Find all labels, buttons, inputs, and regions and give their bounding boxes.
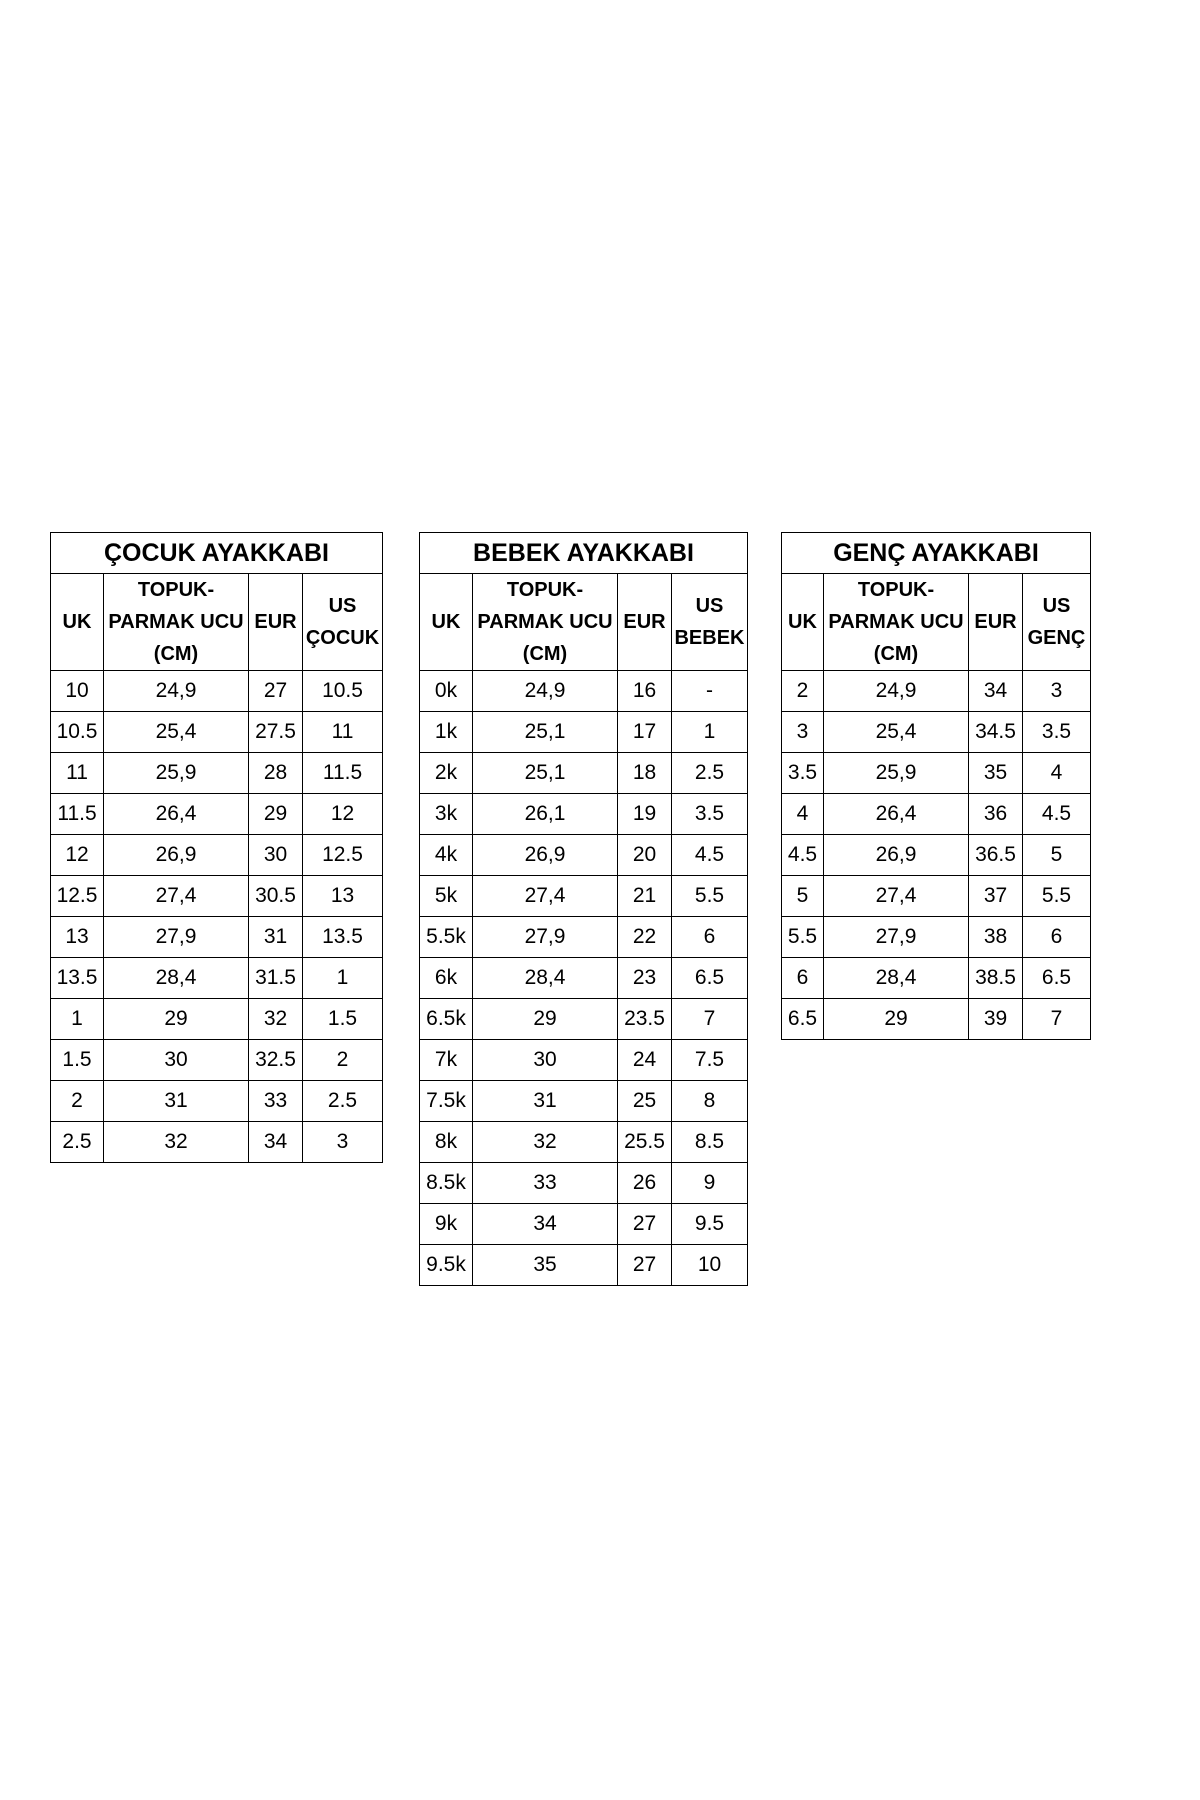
cell-eur: 34 (969, 671, 1023, 712)
cell-eur: 22 (618, 917, 672, 958)
cell-cm: 27,9 (473, 917, 618, 958)
cell-eur: 21 (618, 876, 672, 917)
table-row (782, 753, 1091, 794)
table-row (782, 671, 1091, 712)
cell-us: 3 (303, 1122, 383, 1163)
cell-us: 12 (303, 794, 383, 835)
column-header-us-line1: US (695, 595, 724, 617)
cell-cm: 28,4 (104, 958, 249, 999)
column-header-uk: UK (420, 574, 473, 671)
cell-eur: 25 (618, 1081, 672, 1122)
cell-cm: 26,1 (473, 794, 618, 835)
cell-eur: 17 (618, 712, 672, 753)
cell-eur: 34 (249, 1122, 303, 1163)
table-row (51, 712, 383, 753)
table-row (782, 876, 1091, 917)
cell-uk: 5k (420, 876, 473, 917)
cell-us: 4.5 (1023, 794, 1091, 835)
cell-uk: 13.5 (51, 958, 104, 999)
table-row (420, 917, 748, 958)
cell-us: 2 (303, 1040, 383, 1081)
column-header-eur: EUR (618, 574, 672, 671)
cell-eur: 36.5 (969, 835, 1023, 876)
cell-uk: 11.5 (51, 794, 104, 835)
table-body (51, 671, 383, 1163)
cell-cm: 35 (473, 1245, 618, 1286)
cell-eur: 28 (249, 753, 303, 794)
column-header-cm-line1: TOPUK- (506, 579, 584, 601)
cell-eur: 33 (249, 1081, 303, 1122)
cell-us: 6 (1023, 917, 1091, 958)
table-row (420, 1245, 748, 1286)
cell-eur: 26 (618, 1163, 672, 1204)
cell-eur: 30 (249, 835, 303, 876)
column-header-us-line2: BEBEK (674, 627, 745, 649)
cell-us: 4.5 (672, 835, 748, 876)
table-row (420, 1040, 748, 1081)
cell-eur: 38.5 (969, 958, 1023, 999)
table-row (782, 917, 1091, 958)
cell-us: 1 (303, 958, 383, 999)
column-header-cm-line3: (CM) (873, 643, 919, 665)
cell-eur: 37 (969, 876, 1023, 917)
table-row (51, 999, 383, 1040)
cell-us: 5.5 (1023, 876, 1091, 917)
cell-eur: 24 (618, 1040, 672, 1081)
cell-cm: 32 (104, 1122, 249, 1163)
cell-cm: 25,4 (824, 712, 969, 753)
cell-uk: 5 (782, 876, 824, 917)
cell-us: 9 (672, 1163, 748, 1204)
cell-cm: 28,4 (824, 958, 969, 999)
cell-us: 8.5 (672, 1122, 748, 1163)
cell-uk: 0k (420, 671, 473, 712)
cell-eur: 32.5 (249, 1040, 303, 1081)
cell-uk: 4 (782, 794, 824, 835)
cell-eur: 16 (618, 671, 672, 712)
cell-eur: 25.5 (618, 1122, 672, 1163)
cell-uk: 10.5 (51, 712, 104, 753)
cell-us: 7 (672, 999, 748, 1040)
table-row (420, 999, 748, 1040)
cell-uk: 1.5 (51, 1040, 104, 1081)
cell-us: 6.5 (1023, 958, 1091, 999)
table-row (420, 1204, 748, 1245)
cell-uk: 12 (51, 835, 104, 876)
table-body (420, 671, 748, 1286)
cell-uk: 4.5 (782, 835, 824, 876)
cell-cm: 24,9 (473, 671, 618, 712)
cell-eur: 36 (969, 794, 1023, 835)
cell-uk: 11 (51, 753, 104, 794)
cell-uk: 2 (782, 671, 824, 712)
table-row (420, 1163, 748, 1204)
table-row (51, 1081, 383, 1122)
cell-uk: 3 (782, 712, 824, 753)
cell-us: 8 (672, 1081, 748, 1122)
size-table-cocuk (50, 532, 383, 1163)
cell-us: 3.5 (1023, 712, 1091, 753)
table-row (51, 1040, 383, 1081)
cell-cm: 31 (104, 1081, 249, 1122)
cell-us: 4 (1023, 753, 1091, 794)
table-row (782, 712, 1091, 753)
column-header-us-line2: GENÇ (1027, 627, 1086, 649)
cell-uk: 3k (420, 794, 473, 835)
cell-cm: 34 (473, 1204, 618, 1245)
cell-cm: 27,4 (824, 876, 969, 917)
cell-us: 2.5 (672, 753, 748, 794)
column-header-us (1023, 574, 1091, 671)
cell-cm: 25,9 (824, 753, 969, 794)
cell-cm: 31 (473, 1081, 618, 1122)
column-header-cm (104, 574, 249, 671)
cell-eur: 20 (618, 835, 672, 876)
table-row (51, 876, 383, 917)
table-body (782, 671, 1091, 1040)
cell-eur: 27 (618, 1245, 672, 1286)
cell-cm: 25,1 (473, 753, 618, 794)
cell-cm: 28,4 (473, 958, 618, 999)
cell-uk: 10 (51, 671, 104, 712)
table-row (420, 835, 748, 876)
table-row (782, 835, 1091, 876)
cell-us: 7.5 (672, 1040, 748, 1081)
table-row (420, 1122, 748, 1163)
column-header-uk: UK (51, 574, 104, 671)
cell-us: 3 (1023, 671, 1091, 712)
table-row (51, 753, 383, 794)
cell-eur: 38 (969, 917, 1023, 958)
cell-cm: 26,9 (824, 835, 969, 876)
size-table-bebek (419, 532, 748, 1286)
cell-eur: 35 (969, 753, 1023, 794)
cell-us: 12.5 (303, 835, 383, 876)
cell-uk: 6.5 (782, 999, 824, 1040)
cell-uk: 13 (51, 917, 104, 958)
table-row (420, 876, 748, 917)
size-table-genc (781, 532, 1091, 1040)
cell-us: 13.5 (303, 917, 383, 958)
cell-us: 9.5 (672, 1204, 748, 1245)
table-row (420, 958, 748, 999)
table-row (51, 794, 383, 835)
table-row (782, 794, 1091, 835)
table-row (420, 794, 748, 835)
column-header-cm-line1: TOPUK- (857, 579, 935, 601)
cell-eur: 39 (969, 999, 1023, 1040)
cell-uk: 3.5 (782, 753, 824, 794)
cell-uk: 5.5 (782, 917, 824, 958)
cell-eur: 34.5 (969, 712, 1023, 753)
cell-cm: 30 (104, 1040, 249, 1081)
cell-cm: 25,4 (104, 712, 249, 753)
table-row (51, 1122, 383, 1163)
cell-us: 11 (303, 712, 383, 753)
cell-uk: 5.5k (420, 917, 473, 958)
cell-us: 5 (1023, 835, 1091, 876)
column-header-cm-line3: (CM) (522, 643, 568, 665)
column-header-cm-line2: PARMAK UCU (477, 611, 613, 633)
cell-us: - (672, 671, 748, 712)
cell-cm: 27,4 (104, 876, 249, 917)
cell-uk: 4k (420, 835, 473, 876)
cell-eur: 27 (249, 671, 303, 712)
table-row (782, 958, 1091, 999)
cell-eur: 29 (249, 794, 303, 835)
cell-cm: 27,9 (824, 917, 969, 958)
cell-uk: 7k (420, 1040, 473, 1081)
cell-eur: 19 (618, 794, 672, 835)
cell-cm: 26,9 (104, 835, 249, 876)
cell-uk: 2k (420, 753, 473, 794)
cell-eur: 31 (249, 917, 303, 958)
cell-eur: 32 (249, 999, 303, 1040)
cell-cm: 32 (473, 1122, 618, 1163)
cell-us: 13 (303, 876, 383, 917)
cell-uk: 8k (420, 1122, 473, 1163)
cell-us: 6.5 (672, 958, 748, 999)
column-header-us (303, 574, 383, 671)
cell-uk: 9k (420, 1204, 473, 1245)
table-row (51, 671, 383, 712)
column-header-cm-line2: PARMAK UCU (108, 611, 244, 633)
cell-us: 10 (672, 1245, 748, 1286)
table-row (420, 671, 748, 712)
cell-uk: 6k (420, 958, 473, 999)
cell-uk: 8.5k (420, 1163, 473, 1204)
cell-eur: 23.5 (618, 999, 672, 1040)
table-row (420, 1081, 748, 1122)
column-header-cm-line3: (CM) (153, 643, 199, 665)
cell-eur: 23 (618, 958, 672, 999)
cell-us: 11.5 (303, 753, 383, 794)
cell-us: 2.5 (303, 1081, 383, 1122)
cell-uk: 2 (51, 1081, 104, 1122)
cell-uk: 1k (420, 712, 473, 753)
cell-uk: 2.5 (51, 1122, 104, 1163)
table-title: BEBEK AYAKKABI (420, 533, 748, 574)
cell-eur: 30.5 (249, 876, 303, 917)
cell-eur: 31.5 (249, 958, 303, 999)
table-title: GENÇ AYAKKABI (782, 533, 1091, 574)
column-header-us (672, 574, 748, 671)
column-header-us-line1: US (1042, 595, 1071, 617)
cell-cm: 25,9 (104, 753, 249, 794)
cell-eur: 18 (618, 753, 672, 794)
table-row (420, 712, 748, 753)
column-header-us-line1: US (328, 595, 357, 617)
column-header-cm (824, 574, 969, 671)
table-title: ÇOCUK AYAKKABI (51, 533, 383, 574)
cell-us: 1.5 (303, 999, 383, 1040)
cell-cm: 27,4 (473, 876, 618, 917)
column-header-eur: EUR (969, 574, 1023, 671)
cell-cm: 24,9 (104, 671, 249, 712)
cell-us: 3.5 (672, 794, 748, 835)
column-header-uk: UK (782, 574, 824, 671)
table-row (782, 999, 1091, 1040)
cell-us: 6 (672, 917, 748, 958)
cell-us: 5.5 (672, 876, 748, 917)
cell-cm: 26,4 (824, 794, 969, 835)
column-header-cm (473, 574, 618, 671)
cell-uk: 7.5k (420, 1081, 473, 1122)
cell-cm: 27,9 (104, 917, 249, 958)
cell-cm: 30 (473, 1040, 618, 1081)
table-row (51, 835, 383, 876)
cell-uk: 1 (51, 999, 104, 1040)
cell-cm: 25,1 (473, 712, 618, 753)
column-header-cm-line1: TOPUK- (137, 579, 215, 601)
cell-cm: 29 (473, 999, 618, 1040)
table-row (51, 958, 383, 999)
cell-us: 10.5 (303, 671, 383, 712)
cell-us: 7 (1023, 999, 1091, 1040)
cell-uk: 12.5 (51, 876, 104, 917)
cell-eur: 27 (618, 1204, 672, 1245)
cell-uk: 9.5k (420, 1245, 473, 1286)
table-row (420, 753, 748, 794)
cell-uk: 6 (782, 958, 824, 999)
column-header-us-line2: ÇOCUK (305, 627, 380, 649)
cell-cm: 24,9 (824, 671, 969, 712)
column-header-eur: EUR (249, 574, 303, 671)
column-header-cm-line2: PARMAK UCU (828, 611, 964, 633)
cell-cm: 33 (473, 1163, 618, 1204)
table-row (51, 917, 383, 958)
cell-cm: 26,9 (473, 835, 618, 876)
cell-cm: 29 (824, 999, 969, 1040)
cell-cm: 26,4 (104, 794, 249, 835)
cell-cm: 29 (104, 999, 249, 1040)
cell-uk: 6.5k (420, 999, 473, 1040)
cell-eur: 27.5 (249, 712, 303, 753)
cell-us: 1 (672, 712, 748, 753)
